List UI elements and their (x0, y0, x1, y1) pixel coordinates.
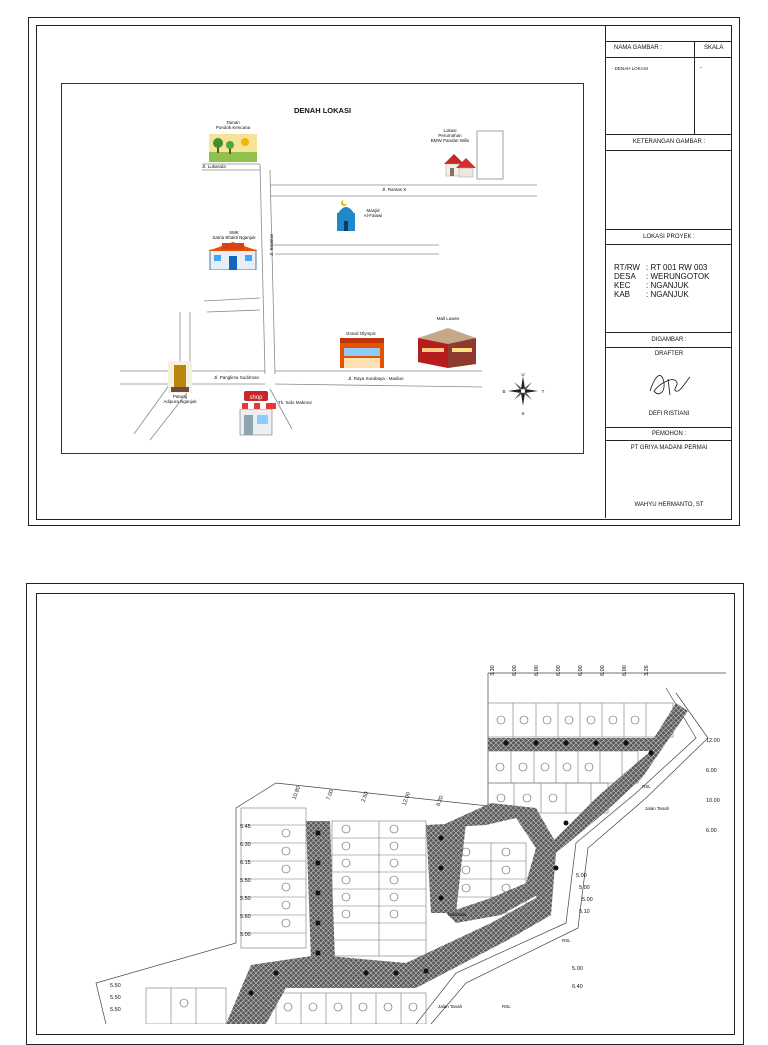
dim-left-1: 6.30 (240, 842, 251, 848)
drafter-name: DEFI RISTIANI (648, 411, 690, 417)
dim-mid-2: 5.00 (582, 897, 593, 903)
note-jalan-tanah-1: Jalan Tanah (645, 806, 670, 811)
location-map (61, 83, 584, 454)
title-block (605, 25, 732, 518)
desa-value: : WERUNGOTOK (646, 272, 710, 281)
dim-bottom-left-0: 5.50 (110, 983, 121, 989)
dims-bottom-left (110, 980, 121, 1016)
dim-mid-0: 5.00 (576, 873, 587, 879)
dim-top-7: 3.26 (644, 665, 650, 676)
label-lokasi: Lokasi Perumahan BMW Pandan Wilis (430, 128, 470, 143)
shop-icon (236, 391, 276, 437)
rtrw-value: : RT 001 RW 003 (646, 263, 708, 272)
mall-icon (418, 324, 476, 368)
dims-bottom-right (572, 960, 583, 996)
dims-left (240, 818, 251, 944)
road-network (62, 84, 583, 453)
dim-bottom-left-2: 5.50 (110, 1007, 121, 1013)
dim-right-3: 6.00 (706, 828, 717, 834)
shop-sign-text: shop (249, 395, 263, 401)
dim-top-6: 6.00 (622, 665, 628, 676)
dim-left-3: 5.50 (240, 878, 251, 884)
compass-e: T (541, 389, 545, 394)
note-rsl-1: RSL (642, 784, 651, 789)
map-title: DENAH LOKASI (293, 106, 352, 115)
label-mall: Mall Luwes (436, 316, 460, 321)
note-rsl-3: RSL (502, 1004, 511, 1009)
dim-right-2: 10.00 (706, 798, 720, 804)
drafter-label: DRAFTER (654, 351, 684, 357)
park-icon (209, 134, 257, 162)
dim-mid-3: 5.10 (579, 909, 590, 915)
note-rsl-2: RSL (562, 938, 571, 943)
dim-top-0: 3.30 (490, 665, 496, 676)
compass-w: B (502, 389, 506, 394)
label-grand-olympic: Grand Olympic (345, 331, 376, 336)
site-plan (36, 593, 733, 1024)
dim-bottom-right-1: 6.40 (572, 984, 583, 990)
dim-angled-2: 2.50 (360, 790, 371, 804)
compass-s: S (521, 411, 525, 416)
label-toko: Tk. Sido Makmur (278, 400, 313, 405)
compass-icon (508, 376, 538, 406)
statue-icon (168, 361, 192, 393)
school-icon (208, 242, 258, 270)
dim-top-2: 6.00 (534, 665, 540, 676)
road-label-lukasula: Jl. Lukasula (202, 164, 226, 169)
digambar-label: DIGAMBAR : (606, 332, 732, 348)
dim-left-4: 5.50 (240, 896, 251, 902)
skala-label: SKALA (704, 45, 724, 51)
drafter-signature (646, 369, 694, 399)
signer-name: WAHYU HERMANTO, ST (634, 502, 704, 508)
desa-key: DESA (614, 272, 636, 281)
dim-angled-1: 7.00 (325, 788, 336, 802)
nama-gambar-label: NAMA GAMBAR : (614, 45, 663, 51)
mosque-icon (335, 197, 357, 231)
road-label-raya: Jl. Raya Surabaya - Madiun (348, 376, 404, 381)
dim-top-3: 6.00 (556, 665, 562, 676)
dim-left-6: 5.00 (240, 932, 251, 938)
dim-bottom-left-1: 5.50 (110, 995, 121, 1001)
dim-angled-3: 12.00 (401, 791, 413, 807)
rtrw-key: RT/RW (614, 263, 640, 272)
label-taman: Taman Pondok Kencana (215, 120, 251, 130)
label-masjid: Masjid Al-Falawi (363, 208, 383, 218)
dims-mid (576, 870, 593, 918)
dim-right-1: 6.00 (706, 768, 717, 774)
lokasi-label: LOKASI PROYEK : (606, 229, 732, 245)
dim-top-5: 6.00 (600, 665, 606, 676)
kab-key: KAB (614, 290, 631, 299)
nama-gambar-value: - DENAH LOKASI (612, 66, 649, 71)
road-label-panglima: Jl. Panglima Sudirman (214, 375, 260, 380)
kec-key: KEC (614, 281, 631, 290)
kab-value: : NGANJUK (646, 290, 689, 299)
dim-right-0: 12.00 (706, 738, 720, 744)
project-info (614, 263, 709, 299)
keterangan-label: KETERANGAN GAMBAR : (606, 134, 732, 151)
skala-value: - (700, 65, 702, 71)
note-musholla: Musholla (448, 912, 467, 917)
note-jalan-tanah-2: Jalan Tanah (438, 1004, 463, 1009)
house-icon (442, 150, 476, 178)
dim-left-5: 5.60 (240, 914, 251, 920)
dim-top-1: 6.00 (512, 665, 518, 676)
road-label-branitas: Jl. Branitas (269, 233, 274, 256)
building-icon (340, 338, 384, 368)
compass-n: U (521, 372, 525, 377)
dim-angled-0: 10.80 (291, 785, 303, 801)
road-label-rantas: Jl. Rantas X (382, 187, 407, 192)
dim-bottom-right-0: 5.00 (572, 966, 583, 972)
dim-top-4: 6.00 (578, 665, 584, 676)
dim-left-2: 6.15 (240, 860, 251, 866)
kec-value: : NGANJUK (646, 281, 689, 290)
company-name: PT GRIYA MADANI PERMAI (630, 445, 708, 451)
label-patung: Patung Adipura Nganjuk (163, 394, 197, 404)
dim-angled-4: 6.20 (435, 794, 446, 808)
dim-left-0: 5.45 (240, 824, 251, 830)
label-smk: SMK Satria Bhakti Nganjuk (212, 230, 256, 240)
dim-mid-1: 5.00 (579, 885, 590, 891)
dims-right (706, 726, 720, 846)
pemohon-label: PEMOHON : (606, 427, 732, 441)
